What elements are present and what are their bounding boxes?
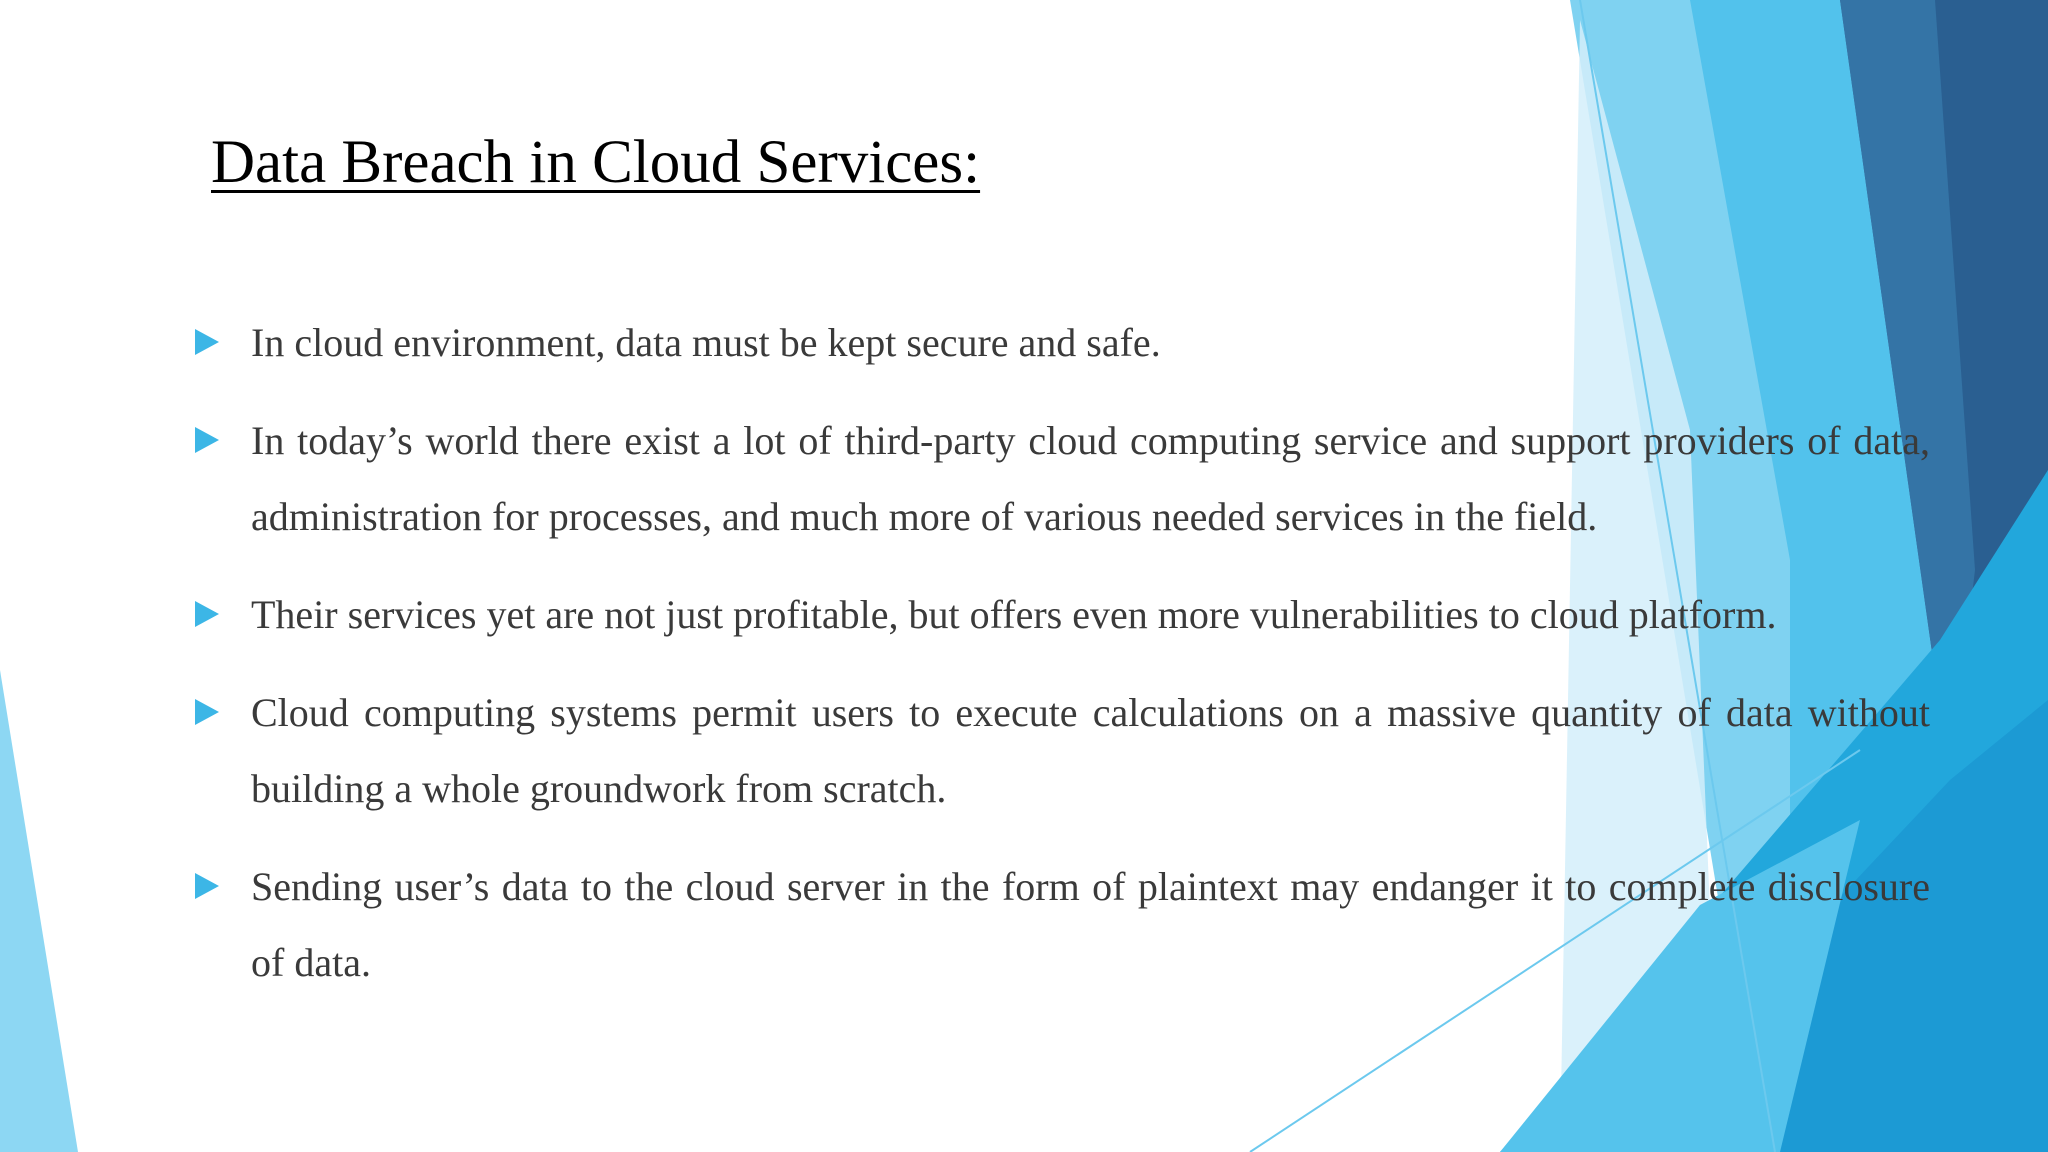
bullet-text: In cloud environment, data must be kept secure and safe. <box>251 320 1161 365</box>
bullet-item <box>195 675 1930 827</box>
triangle-right-icon <box>195 427 219 453</box>
bullet-text: Sending user’s data to the cloud server in the form of plaintext may endanger it to complete disclosure of data. <box>251 864 1930 985</box>
bullet-item <box>195 577 1930 653</box>
bullet-item <box>195 403 1930 555</box>
triangle-right-icon <box>195 601 219 627</box>
triangle-right-icon <box>195 329 219 355</box>
bullet-list <box>195 305 1930 1023</box>
bullet-item <box>195 849 1930 1001</box>
triangle-right-icon <box>195 699 219 725</box>
left-decor-shape <box>0 670 78 1152</box>
slide-title: Data Breach in Cloud Services: <box>211 129 981 196</box>
bullet-item <box>195 305 1930 381</box>
bullet-text: In today’s world there exist a lot of third-party cloud computing service and support providers of data, administration for processes, and much more of various needed services in the field. <box>251 418 1930 539</box>
triangle-right-icon <box>195 873 219 899</box>
bullet-text: Cloud computing systems permit users to execute calculations on a massive quantity of data without building a whole groundwork from scratch. <box>251 690 1930 811</box>
bullet-text: Their services yet are not just profitable, but offers even more vulnerabilities to cloud platform. <box>251 592 1777 637</box>
